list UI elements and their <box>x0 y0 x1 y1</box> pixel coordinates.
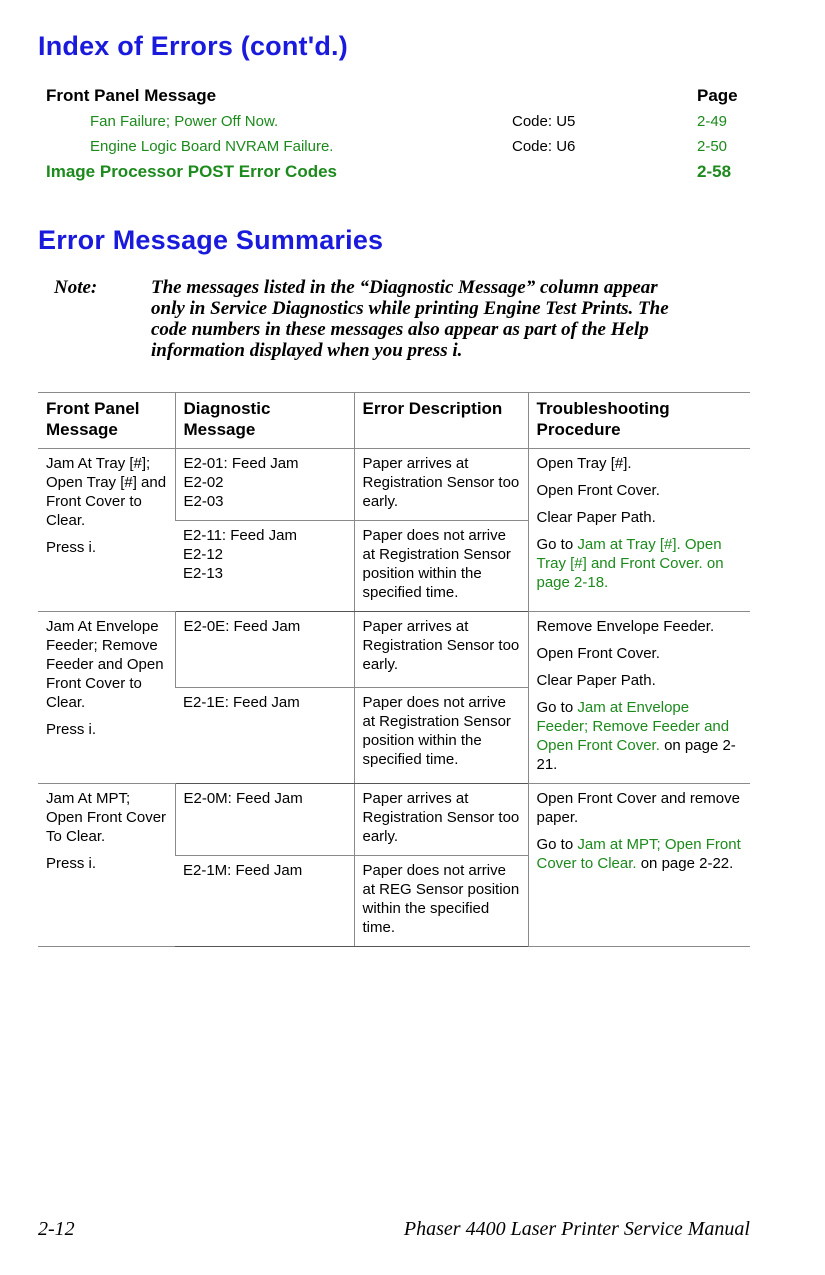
troubleshooting-cell <box>528 612 750 784</box>
index-entry-message[interactable]: Fan Failure; Power Off Now. <box>90 113 279 130</box>
troubleshooting-step: Clear Paper Path. <box>536 672 656 689</box>
diagnostic-code: E2-02 <box>183 474 224 491</box>
column-header: Front Panel Message <box>38 393 175 449</box>
diagnostic-code: E2-1E: Feed Jam <box>183 693 300 711</box>
column-header: Troubleshooting Procedure <box>528 393 750 449</box>
index-column-header-page: Page <box>697 86 738 105</box>
diagnostic-code: E2-0E: Feed Jam <box>183 618 301 635</box>
troubleshooting-step: Open Front Cover. <box>536 482 660 499</box>
index-entry-message[interactable]: Engine Logic Board NVRAM Failure. <box>90 138 334 155</box>
note-text: The messages listed in the “Diagnostic Message” column appear only in Service Diagnostics while printing Engine Test Prints. The code numbers in these messages also appear as part of the Help information displayed when you press i. <box>151 277 669 361</box>
diagnostic-message-cell <box>175 687 354 783</box>
goto-reference <box>537 835 743 873</box>
error-description-cell: Paper does not arrive at Registration Sensor position within the specified time. <box>354 687 528 783</box>
diagnostic-code: E2-1M: Feed Jam <box>183 862 303 879</box>
goto-suffix: on page 2-22. <box>636 855 734 872</box>
diagnostic-message-cell <box>175 856 354 947</box>
footer-page-number: 2-12 <box>38 1218 75 1240</box>
index-post-codes-link[interactable]: Image Processor POST Error Codes <box>46 162 337 181</box>
diagnostic-code: E2-13 <box>183 565 224 582</box>
procedure-link[interactable]: Jam at Tray [#]. Open Tray [#] and Front Cover. on page 2-18. <box>536 536 724 591</box>
index-entry-code: Code: U5 <box>512 113 576 130</box>
section-heading-index: Index of Errors (cont'd.) <box>38 31 348 61</box>
press-instruction: Press i. <box>46 539 97 556</box>
front-panel-message-cell <box>38 612 175 784</box>
front-panel-message-cell <box>38 449 175 612</box>
index-entry-page-link[interactable]: 2-50 <box>697 138 728 155</box>
diagnostic-code: E2-0M: Feed Jam <box>183 790 303 807</box>
diagnostic-message-cell <box>175 784 354 856</box>
diagnostic-message-cell <box>175 449 354 521</box>
press-instruction: Press i. <box>46 855 97 872</box>
troubleshooting-step: Remove Envelope Feeder. <box>536 618 715 635</box>
table-row <box>38 449 750 521</box>
procedure-link[interactable]: Jam at Envelope Feeder; Remove Feeder and Open Front Cover. <box>536 699 730 754</box>
front-panel-message: Jam At Tray [#]; Open Tray [#] and Front Cover to Clear. <box>46 455 167 529</box>
goto-prefix: Go to <box>536 836 578 853</box>
index-entry-page-link[interactable]: 2-49 <box>697 113 728 130</box>
error-description-cell: Paper arrives at Registration Sensor too early. <box>354 612 528 688</box>
press-instruction: Press i. <box>46 721 97 738</box>
goto-prefix: Go to <box>536 699 578 716</box>
diagnostic-code: E2-03 <box>183 493 224 510</box>
front-panel-message: Jam At MPT; Open Front Cover To Clear. <box>46 790 167 845</box>
troubleshooting-step: Clear Paper Path. <box>536 509 656 526</box>
section-heading-summaries: Error Message Summaries <box>38 225 384 255</box>
footer-manual-title: Phaser 4400 Laser Printer Service Manual <box>403 1218 750 1240</box>
troubleshooting-step: Open Tray [#]. <box>536 455 632 472</box>
index-entry-code: Code: U6 <box>512 138 576 155</box>
note-label: Note: <box>54 277 98 298</box>
diagnostic-message-cell <box>175 612 354 688</box>
goto-reference <box>537 535 743 592</box>
index-post-codes-page-link[interactable]: 2-58 <box>697 162 732 181</box>
diagnostic-code: E2-12 <box>183 546 224 563</box>
goto-reference <box>537 698 743 774</box>
column-header: Error Description <box>354 393 528 449</box>
procedure-link[interactable]: Jam at MPT; Open Front Cover to Clear. <box>536 836 741 872</box>
error-summary-table <box>38 392 750 947</box>
troubleshooting-cell <box>528 449 750 612</box>
goto-suffix: on page 2-21. <box>536 737 736 773</box>
troubleshooting-step: Open Front Cover and remove paper. <box>536 790 740 826</box>
goto-prefix: Go to <box>536 536 578 553</box>
diagnostic-message-cell <box>175 521 354 612</box>
table-header-row <box>38 393 750 449</box>
index-column-header-message: Front Panel Message <box>46 86 217 105</box>
error-description-cell: Paper arrives at Registration Sensor too early. <box>354 784 528 856</box>
diagnostic-code: E2-01: Feed Jam <box>183 455 299 472</box>
troubleshooting-step: Open Front Cover. <box>536 645 660 662</box>
error-description-cell: Paper arrives at Registration Sensor too early. <box>354 449 528 521</box>
diagnostic-code: E2-11: Feed Jam <box>183 527 297 544</box>
front-panel-message-cell <box>38 784 175 947</box>
front-panel-message: Jam At Envelope Feeder; Remove Feeder and Open Front Cover to Clear. <box>46 618 164 711</box>
table-row <box>38 784 750 856</box>
error-description-cell: Paper does not arrive at Registration Sensor position within the specified time. <box>354 521 528 612</box>
table-row <box>38 612 750 688</box>
troubleshooting-cell <box>528 784 750 947</box>
error-description-cell: Paper does not arrive at REG Sensor position within the specified time. <box>354 856 528 947</box>
column-header: Diagnostic Message <box>175 393 354 449</box>
